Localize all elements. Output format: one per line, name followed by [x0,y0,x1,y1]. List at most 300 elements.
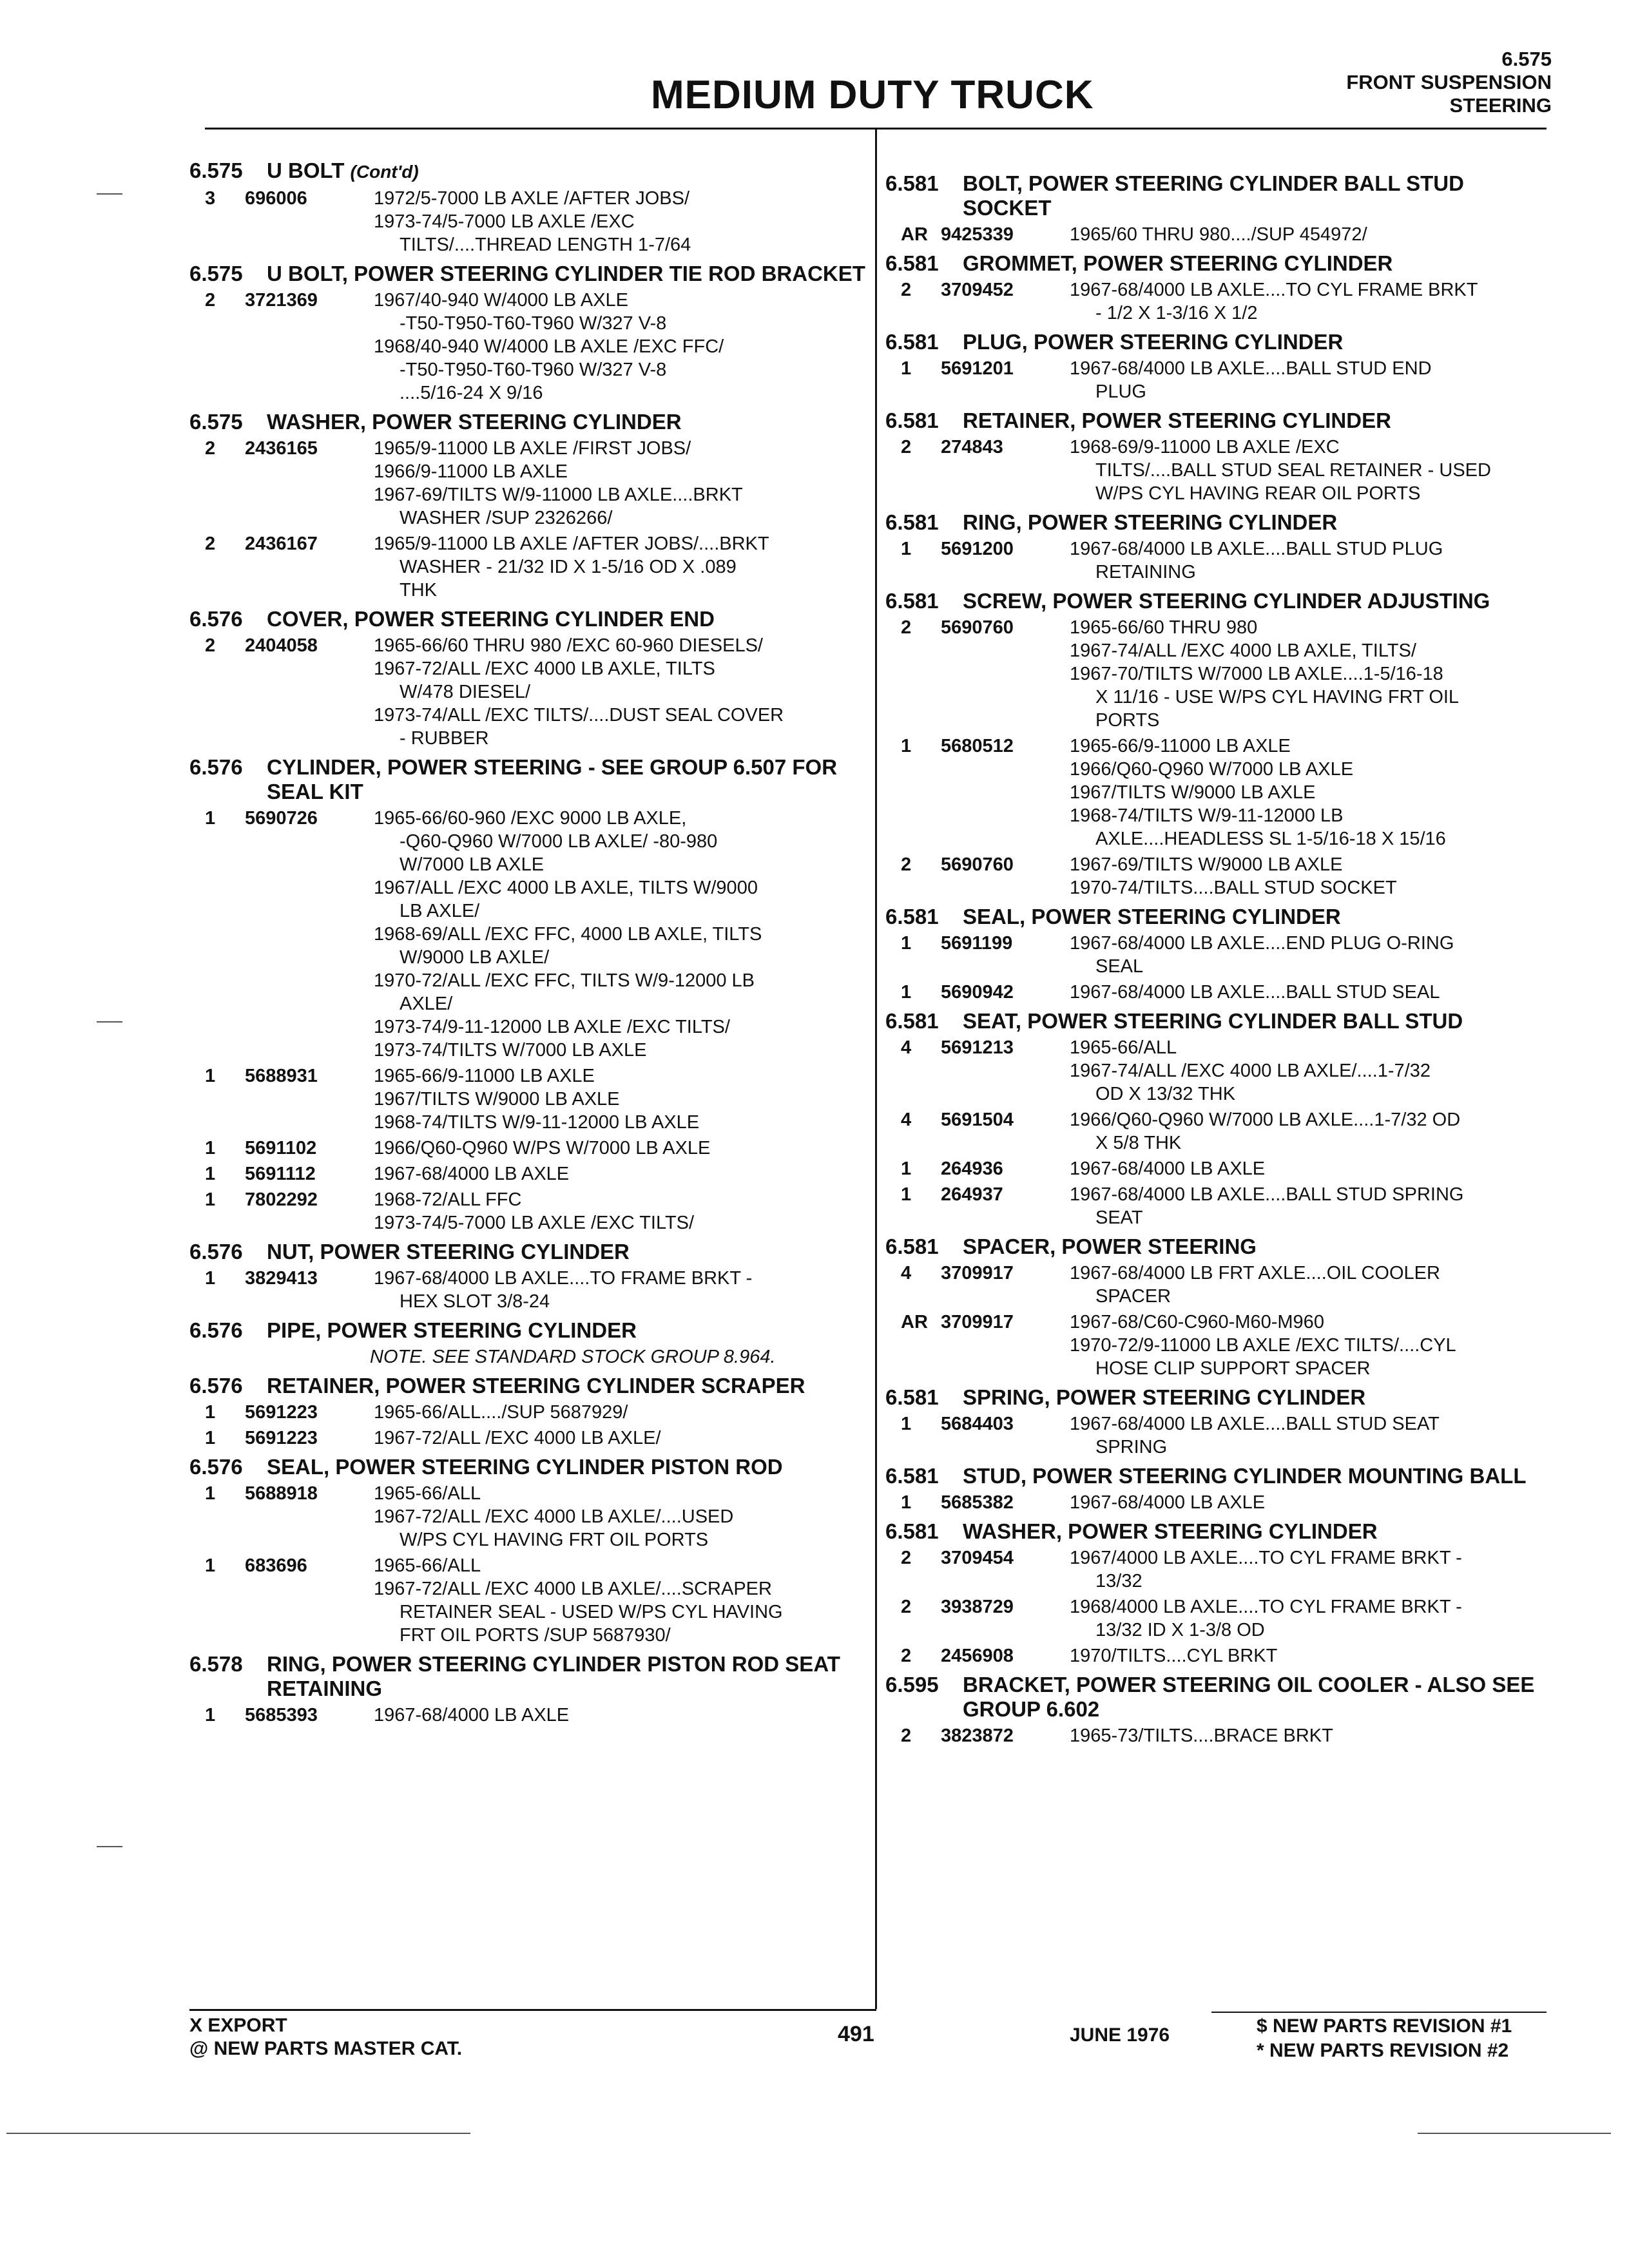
description-line: SPACER [1095,1286,1171,1307]
section-title [267,1240,866,1264]
description-line: 1967/4000 LB AXLE....TO CYL FRAME BRKT - [1070,1548,1462,1568]
part-description [374,1427,866,1450]
description-line: 1966/9-11000 LB AXLE [374,461,568,482]
description-line: 1972/5-7000 LB AXLE /AFTER JOBS/ [374,188,690,209]
part-entry [189,1188,866,1235]
section-title [267,410,866,434]
part-number: 3709454 [941,1548,1014,1568]
catalog-date: JUNE 1976 [1070,2024,1170,2046]
catalog-section [885,1673,1556,1747]
section-title-text: U BOLT [267,159,345,182]
part-number: 5691201 [941,358,1014,379]
part-entry [885,278,1556,325]
section-title-text: SPACER, POWER STEERING [963,1235,1257,1258]
part-number: 9425339 [941,224,1014,245]
part-entry [885,537,1556,584]
part-description [1070,1157,1556,1180]
description-line: 1968/40-940 W/4000 LB AXLE /EXC FFC/ [374,336,724,357]
part-number: 2436165 [245,438,318,459]
part-entry [189,1064,866,1134]
section-heading [885,171,1556,220]
part-number: 5691223 [245,1428,318,1448]
catalog-section [189,1240,866,1313]
description-line: 1967-68/4000 LB AXLE....BALL STUD SEAL [1070,982,1440,1003]
description-line: -T50-T950-T60-T960 W/327 V-8 [400,360,667,380]
description-line: 1967-68/4000 LB AXLE [1070,1492,1266,1513]
part-quantity: 2 [205,533,216,554]
footer-revisions [1257,2014,1512,2063]
section-title-text: RETAINER, POWER STEERING CYLINDER [963,408,1391,432]
description-line: W/7000 LB AXLE [400,854,545,875]
part-entry [189,1427,866,1450]
description-line: PLUG [1095,381,1146,402]
section-title-text: SEAL, POWER STEERING CYLINDER PISTON ROD [267,1455,783,1479]
section-heading [885,1235,1556,1259]
page-number: 491 [838,2022,874,2046]
group-code: 6.581 [885,1385,939,1409]
part-number: 3829413 [245,1268,318,1289]
part-quantity: 1 [205,1066,216,1086]
description-line: 1973-74/9-11-12000 LB AXLE /EXC TILTS/ [374,1017,730,1037]
part-description [374,1162,866,1186]
part-entry [189,187,866,256]
description-line: 1965/60 THRU 980..../SUP 454972/ [1070,224,1367,245]
part-entry [189,1267,866,1313]
part-number: 264937 [941,1184,1003,1205]
description-line: 1973-74/5-7000 LB AXLE /EXC [374,211,635,232]
part-number: 3709917 [941,1263,1014,1283]
section-title [267,159,866,184]
section-heading [885,1464,1556,1488]
description-line: 1965-73/TILTS....BRACE BRKT [1070,1725,1333,1746]
part-quantity: 2 [205,635,216,656]
description-line: 1965/9-11000 LB AXLE /AFTER JOBS/....BRKT [374,533,769,554]
part-quantity: 2 [205,290,216,311]
group-code: 6.576 [189,1240,243,1264]
part-quantity: 1 [901,1414,912,1434]
section-title-text: RING, POWER STEERING CYLINDER [963,510,1338,534]
part-number: 3823872 [941,1725,1014,1746]
section-title-text: PIPE, POWER STEERING CYLINDER [267,1318,637,1342]
part-description [1070,1644,1556,1667]
right-column [885,171,1556,1753]
catalog-section [885,1009,1556,1229]
description-line: FRT OIL PORTS /SUP 5687930/ [400,1625,671,1646]
description-line: 1965-66/9-11000 LB AXLE [1070,736,1291,756]
scan-mark [6,2133,470,2134]
part-number: 5690726 [245,808,318,829]
group-code: 6.576 [189,1374,243,1398]
description-line: 1967-68/4000 LB AXLE....TO CYL FRAME BRKT [1070,280,1478,300]
description-line: 1965-66/ALL [374,1555,481,1576]
section-title-text: STUD, POWER STEERING CYLINDER MOUNTING BALL [963,1464,1527,1488]
part-description [374,1704,866,1727]
legend-export: X EXPORT [189,2015,287,2036]
description-line: 1968-74/TILTS W/9-11-12000 LB AXLE [374,1112,700,1133]
description-line: 1965-66/60 THRU 980 [1070,617,1258,638]
section-title [963,251,1556,276]
part-quantity: 1 [205,808,216,829]
part-quantity: 2 [901,1725,912,1746]
part-entry [885,1262,1556,1308]
description-line: ....5/16-24 X 9/16 [400,383,543,403]
part-quantity: 1 [205,1705,216,1725]
part-entry [885,1595,1556,1642]
catalog-section [189,607,866,750]
section-heading [885,330,1556,354]
section-title [963,510,1556,535]
group-code: 6.581 [885,589,939,613]
description-line: 1973-74/TILTS W/7000 LB AXLE [374,1040,647,1061]
section-heading [885,905,1556,929]
part-description [1070,1412,1556,1459]
description-line: 1967-68/4000 LB AXLE....BALL STUD SPRING [1070,1184,1464,1205]
part-number: 5685382 [941,1492,1014,1513]
section-heading [189,262,866,286]
description-line: AXLE....HEADLESS SL 1-5/16-18 X 15/16 [1095,829,1446,849]
description-line: AXLE/ [400,994,453,1014]
part-description [374,1188,866,1235]
part-description [1070,1183,1556,1229]
catalog-section [885,171,1556,246]
part-number: 5684403 [941,1414,1014,1434]
section-title-text: SEAL, POWER STEERING CYLINDER [963,905,1341,928]
part-description [1070,616,1556,732]
part-description [374,437,866,530]
section-title [267,1455,866,1479]
revision-1: $ NEW PARTS REVISION #1 [1257,2015,1512,2037]
description-line: - 1/2 X 1-3/16 X 1/2 [1095,303,1258,323]
description-line: 1967-72/ALL /EXC 4000 LB AXLE/....SCRAPER [374,1579,772,1599]
legend-master-cat: @ NEW PARTS MASTER CAT. [189,2038,463,2059]
part-quantity: 1 [901,358,912,379]
catalog-section [189,1455,866,1647]
description-line: SPRING [1095,1437,1168,1457]
part-number: 5688931 [245,1066,318,1086]
part-number: 5691102 [245,1138,317,1158]
description-line: -T50-T950-T60-T960 W/327 V-8 [400,313,667,334]
description-line: W/9000 LB AXLE/ [400,947,550,968]
part-entry [885,1546,1556,1593]
description-line: 1970-72/9-11000 LB AXLE /EXC TILTS/....CYL [1070,1335,1456,1356]
part-number: 2436167 [245,533,318,554]
section-note: NOTE. SEE STANDARD STOCK GROUP 8.964. [370,1347,776,1367]
part-quantity: 1 [205,1483,216,1504]
section-heading [189,159,866,184]
part-entry [885,1183,1556,1229]
section-title [963,1235,1556,1259]
part-quantity: AR [901,224,928,245]
group-code: 6.581 [885,1009,939,1033]
description-line: 1967-68/4000 LB AXLE....BALL STUD END [1070,358,1432,379]
catalog-section [189,262,866,405]
section-title-text: PLUG, POWER STEERING CYLINDER [963,330,1344,354]
part-entry [885,1157,1556,1180]
section-title-text: NUT, POWER STEERING CYLINDER [267,1240,630,1264]
section-heading [189,1318,866,1343]
group-line-2: STEERING [1449,94,1552,117]
section-title-text: GROMMET, POWER STEERING CYLINDER [963,251,1393,275]
part-description [374,1137,866,1160]
description-line: 1968/4000 LB AXLE....TO CYL FRAME BRKT - [1070,1597,1462,1617]
part-description [1070,853,1556,899]
group-code: 6.576 [189,755,243,779]
section-heading [885,1519,1556,1544]
part-quantity: 1 [901,982,912,1003]
section-title [963,171,1556,220]
part-entry [885,1412,1556,1459]
description-line: RETAINER SEAL - USED W/PS CYL HAVING [400,1602,783,1622]
group-code: 6.576 [189,607,243,631]
section-title-text: BRACKET, POWER STEERING OIL COOLER - ALSO SEE GROUP 6.602 [963,1673,1535,1721]
description-line: 1973-74/5-7000 LB AXLE /EXC TILTS/ [374,1213,695,1233]
section-heading [885,1673,1556,1722]
group-header [1346,48,1552,117]
part-description [1070,278,1556,325]
description-line: 1967-74/ALL /EXC 4000 LB AXLE, TILTS/ [1070,640,1416,661]
part-entry [885,1311,1556,1380]
part-description [1070,537,1556,584]
description-line: W/478 DIESEL/ [400,682,531,702]
part-quantity: 4 [901,1110,912,1130]
catalog-section [885,408,1556,505]
description-line: 1967-68/4000 LB AXLE....TO FRAME BRKT - [374,1268,753,1289]
section-title [963,330,1556,354]
part-description [374,187,866,256]
group-number: 6.575 [1501,48,1552,70]
part-quantity: 3 [205,188,216,209]
part-description [374,1064,866,1134]
part-number: 5690760 [941,854,1014,875]
part-entry [189,1137,866,1160]
description-line: WASHER - 21/32 ID X 1-5/16 OD X .089 [400,557,737,577]
description-line: 1965-66/60 THRU 980 /EXC 60-960 DIESELS/ [374,635,763,656]
description-line: LB AXLE/ [400,901,480,921]
catalog-section [885,1519,1556,1667]
description-line: 1966/Q60-Q960 W/7000 LB AXLE....1-7/32 OD [1070,1110,1461,1130]
section-title [267,607,866,631]
section-title [267,262,866,286]
part-quantity: 1 [205,1428,216,1448]
description-line: -Q60-Q960 W/7000 LB AXLE/ -80-980 [400,831,718,852]
scan-mark [97,1846,122,1847]
part-quantity: 1 [901,736,912,756]
part-description [374,634,866,750]
description-line: SEAT [1095,1207,1143,1228]
description-line: 1967-68/4000 LB AXLE....BALL STUD PLUG [1070,539,1443,559]
part-entry [885,735,1556,850]
catalog-section [189,159,866,256]
description-line: 1970-74/TILTS....BALL STUD SOCKET [1070,878,1397,898]
part-number: 3709917 [941,1312,1014,1332]
description-line: 1967-74/ALL /EXC 4000 LB AXLE/....1-7/32 [1070,1061,1431,1081]
part-quantity: 4 [901,1263,912,1283]
part-entry [885,1036,1556,1106]
description-line: SEAL [1095,956,1144,977]
part-entry [189,437,866,530]
part-description [1070,735,1556,850]
description-line: 1965-66/ALL [1070,1037,1177,1058]
part-description [374,532,866,602]
part-entry [885,1491,1556,1514]
part-description [1070,1724,1556,1747]
part-entry [189,1704,866,1727]
part-number: 264936 [941,1158,1003,1179]
part-description [1070,1595,1556,1642]
part-description [1070,436,1556,505]
description-line: 1967-68/4000 LB AXLE [374,1705,570,1725]
part-quantity: 2 [901,1597,912,1617]
part-quantity: 2 [901,280,912,300]
section-title-text: COVER, POWER STEERING CYLINDER END [267,607,715,631]
group-code: 6.578 [189,1652,243,1676]
part-description [1070,1036,1556,1106]
description-line: 1968-69/9-11000 LB AXLE /EXC [1070,437,1340,457]
group-code: 6.595 [885,1673,939,1696]
part-quantity: 1 [205,1402,216,1423]
section-title [963,408,1556,433]
part-quantity: 1 [901,539,912,559]
description-line: 1968-69/ALL /EXC FFC, 4000 LB AXLE, TILTS [374,924,762,945]
description-line: OD X 13/32 THK [1095,1084,1236,1104]
section-title-text: RING, POWER STEERING CYLINDER PISTON ROD SEAT RETAINING [267,1652,840,1700]
description-line: 1965-66/ALL..../SUP 5687929/ [374,1402,628,1423]
description-line: 1965-66/9-11000 LB AXLE [374,1066,595,1086]
part-entry [189,1554,866,1647]
group-code: 6.581 [885,1464,939,1488]
section-title [963,1464,1556,1488]
group-code: 6.581 [885,1519,939,1543]
group-code: 6.575 [189,410,243,434]
section-heading [885,1009,1556,1033]
section-heading [885,589,1556,613]
section-heading [189,1240,866,1264]
description-line: 1967-72/ALL /EXC 4000 LB AXLE/ [374,1428,661,1448]
part-number: 5688918 [245,1483,318,1504]
scan-mark [1418,2133,1611,2134]
group-code: 6.575 [189,159,243,182]
part-description [1070,1108,1556,1155]
section-title-text: SEAT, POWER STEERING CYLINDER BALL STUD [963,1009,1463,1033]
part-entry [885,1108,1556,1155]
part-number: 7802292 [245,1189,318,1210]
catalog-section [189,410,866,602]
part-description [1070,1491,1556,1514]
description-line: 1967/TILTS W/9000 LB AXLE [374,1089,620,1110]
description-line: 1966/Q60-Q960 W/7000 LB AXLE [1070,759,1354,780]
description-line: 1965-66/60-960 /EXC 9000 LB AXLE, [374,808,687,829]
part-description [1070,1262,1556,1308]
group-line-1: FRONT SUSPENSION [1346,71,1552,93]
part-description [1070,981,1556,1004]
description-line: 1965-66/ALL [374,1483,481,1504]
part-quantity: 2 [901,437,912,457]
catalog-section [189,755,866,1235]
part-entry [189,634,866,750]
page-title: MEDIUM DUTY TRUCK [651,73,1094,117]
part-description [374,1482,866,1552]
description-line: 1967/40-940 W/4000 LB AXLE [374,290,629,311]
column-divider [875,128,877,2009]
description-line: 1967/ALL /EXC 4000 LB AXLE, TILTS W/9000 [374,878,758,898]
description-line: 1970/TILTS....CYL BRKT [1070,1646,1278,1666]
part-description [374,1401,866,1424]
description-line: 1968-72/ALL FFC [374,1189,522,1210]
section-title-text: RETAINER, POWER STEERING CYLINDER SCRAPER [267,1374,805,1398]
description-line: W/PS CYL HAVING FRT OIL PORTS [400,1530,709,1550]
part-entry [885,932,1556,978]
part-quantity: 2 [901,1646,912,1666]
description-line: - RUBBER [400,728,489,749]
group-code: 6.581 [885,171,939,195]
part-entry [885,981,1556,1004]
part-number: 5685393 [245,1705,318,1725]
catalog-section [885,251,1556,325]
description-line: X 11/16 - USE W/PS CYL HAVING FRT OIL [1095,687,1460,707]
section-title-text: CYLINDER, POWER STEERING - SEE GROUP 6.507 FOR SEAL KIT [267,755,838,803]
section-heading [885,1385,1556,1410]
section-title-text: BOLT, POWER STEERING CYLINDER BALL STUD SOCKET [963,171,1464,220]
part-number: 2456908 [941,1646,1014,1666]
part-description [1070,1546,1556,1593]
section-title [267,1318,866,1343]
section-title-text: WASHER, POWER STEERING CYLINDER [267,410,682,434]
section-heading [189,1374,866,1398]
section-title [963,589,1556,613]
description-line: HOSE CLIP SUPPORT SPACER [1095,1358,1371,1379]
part-quantity: AR [901,1312,928,1332]
section-heading [189,410,866,434]
part-quantity: 1 [205,1268,216,1289]
section-heading [189,1455,866,1479]
part-entry [885,1724,1556,1747]
part-entry [189,807,866,1062]
part-number: 696006 [245,188,307,209]
description-line: 1967-69/TILTS W/9000 LB AXLE [1070,854,1343,875]
part-description [374,1267,866,1313]
part-quantity: 1 [205,1138,216,1158]
description-line: 1967-72/ALL /EXC 4000 LB AXLE, TILTS [374,658,715,679]
group-code: 6.575 [189,262,243,285]
part-description [1070,1311,1556,1380]
description-line: 1967-68/4000 LB AXLE [374,1164,570,1184]
description-line: PORTS [1095,710,1160,731]
section-title-text: WASHER, POWER STEERING CYLINDER [963,1519,1378,1543]
section-title-text: SPRING, POWER STEERING CYLINDER [963,1385,1366,1409]
part-entry [189,1401,866,1424]
part-description [374,1554,866,1647]
description-line: TILTS/....BALL STUD SEAL RETAINER - USED [1095,460,1491,481]
catalog-section [885,589,1556,899]
continued-marker: (Cont'd) [350,162,419,182]
description-line: 1967-68/4000 LB AXLE [1070,1158,1266,1179]
section-title [267,1374,866,1398]
part-quantity: 1 [205,1555,216,1576]
scan-mark [97,193,122,195]
description-line: 1967-68/C60-C960-M60-M960 [1070,1312,1324,1332]
part-number: 5690942 [941,982,1014,1003]
part-number: 5691504 [941,1110,1014,1130]
group-code: 6.576 [189,1318,243,1342]
footer-rule-right [1211,2012,1547,2013]
scan-mark [97,1021,122,1023]
part-entry [885,357,1556,403]
catalog-section [885,1385,1556,1459]
catalog-section [885,1464,1556,1514]
catalog-section [885,1235,1556,1380]
part-number: 274843 [941,437,1003,457]
description-line: HEX SLOT 3/8-24 [400,1291,550,1312]
